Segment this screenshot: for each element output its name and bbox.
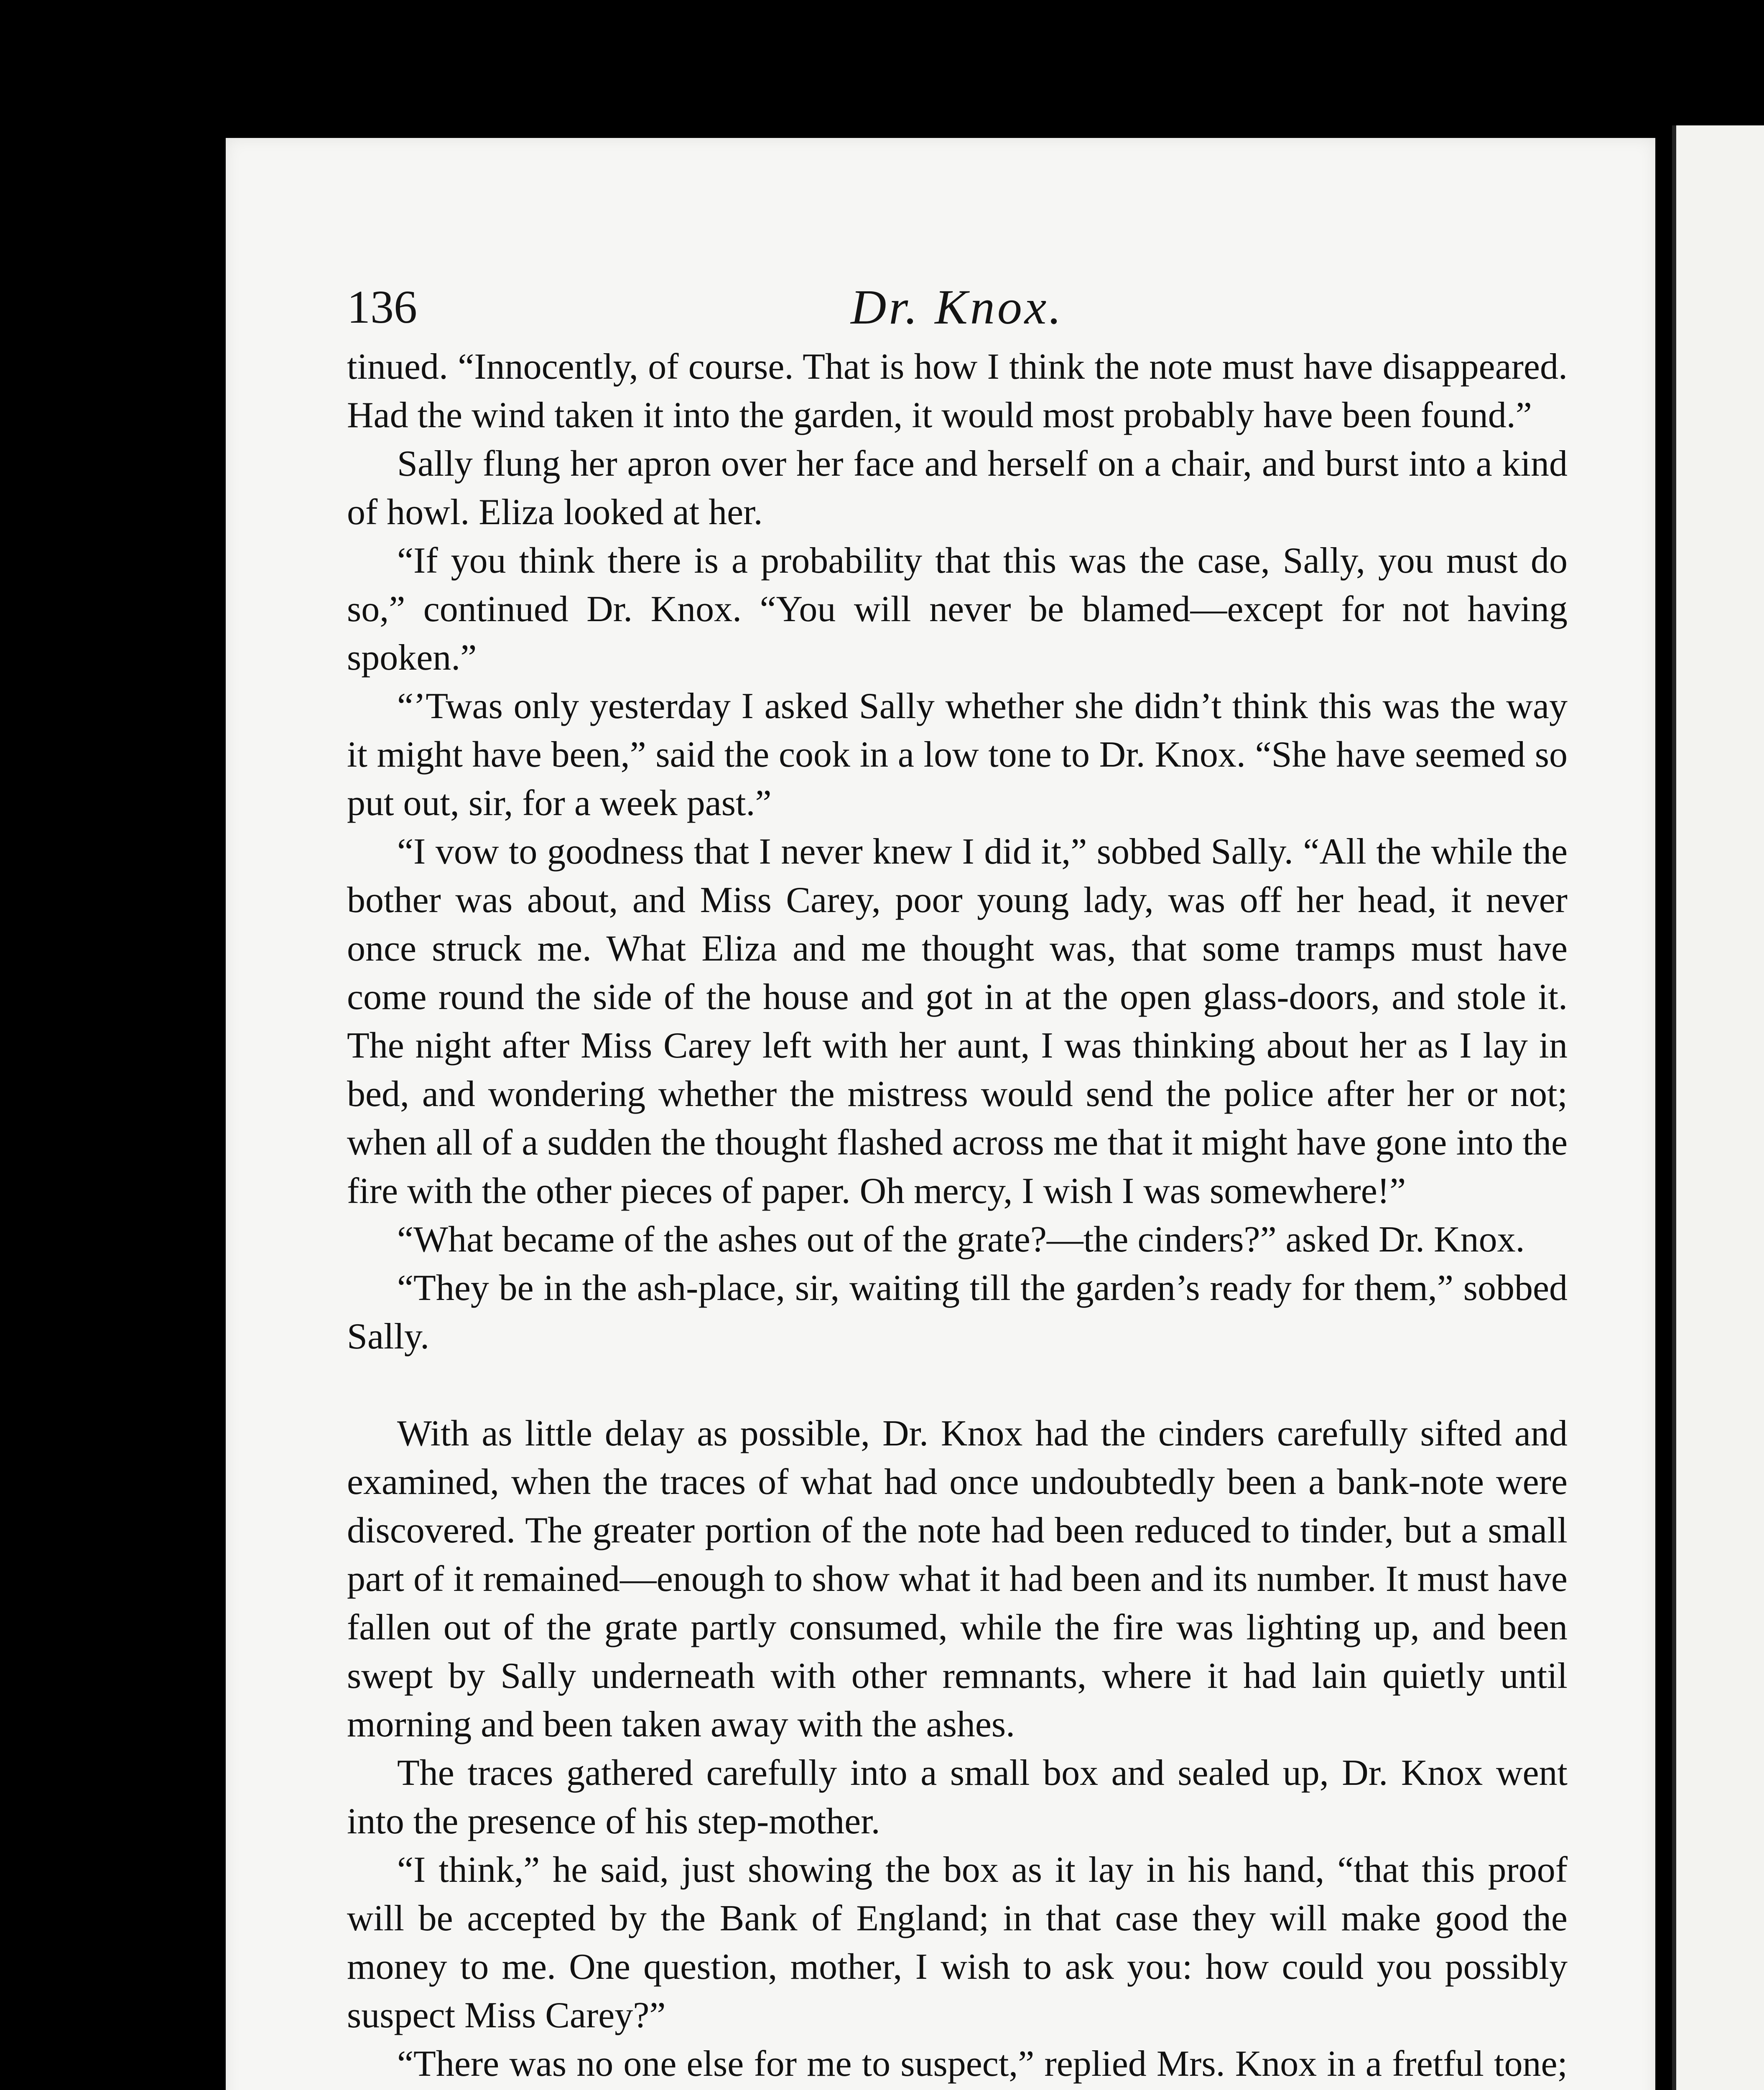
paragraph: The traces gathered carefully into a small box and sealed up, Dr. Knox went into the presence of his step-mother. bbox=[347, 1753, 1568, 1842]
facing-page-edge bbox=[1672, 125, 1764, 2090]
paragraph: “I think,” he said, just showing the box as it lay in his hand, “that this proof will be accepted by the Bank of England; in that case they will make good the money to me. One question, mother, I wish to ask you: how could you possibly suspect Miss Carey?” bbox=[347, 1850, 1568, 2036]
paragraph: “They be in the ash-place, sir, waiting till the garden’s ready for them,” sobbed Sally. bbox=[347, 1268, 1568, 1357]
paragraph: “’Twas only yesterday I asked Sally whether she didn’t think this was the way it might have been,” said the cook in a low tone to Dr. Knox. “She have seemed so put out, sir, for a week past.” bbox=[347, 686, 1568, 823]
paragraph: Sally flung her apron over her face and herself on a chair, and burst into a kind of howl. Eliza looked at her. bbox=[347, 443, 1568, 533]
book-page bbox=[226, 138, 1655, 2090]
page-number: 136 bbox=[347, 281, 417, 333]
paragraph: “What became of the ashes out of the grate?—the cinders?” asked Dr. Knox. bbox=[397, 1219, 1525, 1260]
page-header bbox=[347, 276, 1568, 339]
paragraph: “If you think there is a probability that this was the case, Sally, you must do so,” continued Dr. Knox. “You will never be blamed—except for not having spoken.” bbox=[347, 540, 1568, 678]
paragraph: “I vow to goodness that I never knew I did it,” sobbed Sally. “All the while the bother was about, and Miss Carey, poor young lady, was off her head, it never once struck me. What Eliza and me thought was, that some tramps must have come round the side of the house and got in at the open glass-doors, and stole it. The night after Miss Carey left with her aunt, I was thinking about her as I lay in bed, and wondering whether the mistress would send the police after her or not; when all of a sudden the thought flashed across me that it might have gone into the fire with the other pieces of paper. Oh mercy, I wish I was somewhere!” bbox=[347, 831, 1568, 1211]
paragraph: tinued. “Innocently, of course. That is how I think the note must have disappeared. Had the wind taken it into the garden, it would most probably have been found.” bbox=[347, 347, 1568, 436]
body-text bbox=[347, 343, 1568, 2090]
paragraph: With as little delay as possible, Dr. Knox had the cinders carefully sifted and examined, when the traces of what had once undoubtedly been a bank-note were discovered. The greater portion of the note had been reduced to tinder, but a small part of it remained—enough to show what it had been and its number. It must have fallen out of the grate partly consumed, while the fire was lighting up, and been swept by Sally underneath with other remnants, where it had lain quietly until morning and been taken away with the ashes. bbox=[347, 1413, 1568, 1745]
running-title: Dr. Knox. bbox=[851, 280, 1064, 334]
paragraph: “There was no one else for me to suspect,” replied Mrs. Knox in a fretful tone; bbox=[397, 2044, 1568, 2084]
